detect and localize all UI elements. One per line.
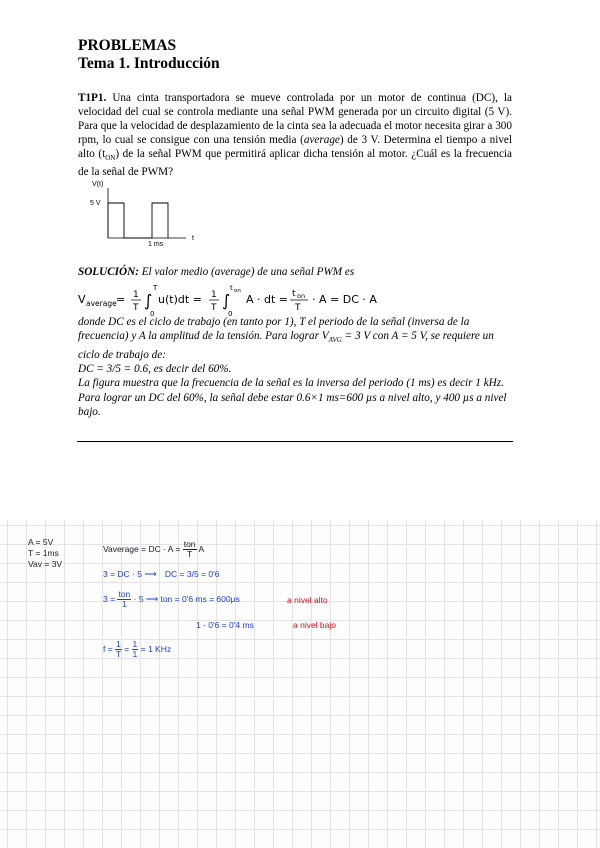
notes-f-d2: 1 <box>132 649 138 659</box>
notes-f-frac-2 <box>132 640 139 659</box>
formula-upper-on: on <box>234 288 241 294</box>
notes-ton-b: · 5 ⟶ ton = 0'6 ms = 600µs <box>133 593 240 604</box>
solution-line-3: La figura muestra que la frecuencia de la señal es la inversa del periodo (1 ms) es decir 1 kHz. <box>78 377 504 390</box>
solution-heading: SOLUCIÓN: <box>78 266 139 278</box>
problem-text-3: ) de la señal PWM que permitirá aplicar dicha tensión al motor. ¿Cuál es la frecuencia de la señal de PWM? <box>78 147 512 178</box>
formula-ton-t: t <box>292 289 296 299</box>
notes-low-label: a nivel bajo <box>293 620 337 630</box>
figure-pwm-trace <box>108 203 168 238</box>
formula-lower-1: 0 <box>150 310 155 318</box>
formula-integral-1: ∫ <box>144 291 153 310</box>
given-t: T = 1ms <box>28 548 59 558</box>
formula-lower-2: 0 <box>228 310 233 318</box>
notes-formula-tail: A <box>198 543 205 554</box>
formula-rhs: u(t)dt = <box>158 293 202 306</box>
notes-ton-num: ton <box>118 589 131 599</box>
problem-text-1: Una cinta transportadora se mueve controlada por un motor de continua (DC), la velocidad del cual se controla mediante una señal PWM generada por un circuito digital (5 V). Para que la velocidad de desplazamiento de la cinta sea la adecuada el motor necesita girar a 300 rpm, lo cual se consigue con una tensión media ( <box>78 92 512 146</box>
formula-upper-t: t <box>230 284 233 292</box>
formula-tail: · A = DC · A <box>312 293 377 306</box>
handwritten-notes-grid <box>0 520 600 848</box>
notes-ton-a: 3 = <box>103 593 116 604</box>
notes-formula-fraction <box>183 540 197 559</box>
problem-avg-word: average <box>303 133 340 146</box>
formula-upper-1: T <box>153 284 158 292</box>
notes-f-mid: = <box>124 643 130 654</box>
notes-dc-line <box>103 569 219 580</box>
solution-line-1-end: = 3 V con A = 5 V, se requiere un ciclo de trabajo de: <box>78 330 494 361</box>
figure-level-label: 5 V <box>90 200 101 207</box>
solution-line-2: DC = 3/5 = 0.6, es decir del 60%. <box>78 363 232 376</box>
solution-line-1-text: donde DC es el ciclo de trabajo (en tanto por 1), T el periodo de la señal (inversa de la frecuencia) y A la amplitud de la tensión. Para lograr V <box>78 316 470 343</box>
problem-statement <box>78 92 512 180</box>
notes-ton-line <box>103 590 240 609</box>
notes-formula-line <box>103 540 204 559</box>
formula-integral-2: ∫ <box>222 291 231 310</box>
section-divider <box>77 441 513 442</box>
pwm-waveform-figure <box>88 178 208 250</box>
figure-x-label: t <box>192 235 194 242</box>
formula-a-dt: A · dt = <box>246 293 289 306</box>
notes-givens <box>28 537 62 570</box>
notes-dc-b: DC = 3/5 = 0'6 <box>164 569 220 579</box>
formula-one-2: 1 <box>211 290 217 300</box>
notes-formula-lhs: Vaverage = DC · A = <box>103 543 181 554</box>
solution-line-4: Para lograr un DC del 60%, la señal debe estar 0.6×1 ms=600 µs a nivel alto, y 400 µs a nivel bajo. <box>78 391 507 419</box>
formula-ton-on: on <box>297 292 306 300</box>
notes-f-n2: 1 <box>132 639 138 649</box>
notes-formula-den: T <box>187 549 193 559</box>
problem-id: T1P1. <box>78 92 107 104</box>
notes-high-label: a nivel alto <box>287 595 328 605</box>
formula-v: V <box>78 293 86 306</box>
solution-avg-sub: AVG <box>328 336 342 345</box>
solution-intro-text: El valor medio (average) de una señal PWM es <box>141 266 355 278</box>
notes-ton-den: 1 <box>121 599 127 609</box>
notes-freq-line <box>103 640 171 659</box>
notes-f-end: = 1 KHz <box>140 643 172 654</box>
figure-y-label: V(t) <box>92 181 104 188</box>
figure-period-label: 1 ms <box>148 241 164 248</box>
notes-f-frac-1 <box>115 640 122 659</box>
svg-text:=: = <box>116 293 126 306</box>
notes-f-d1: T <box>115 649 122 659</box>
formula-T-2: T <box>211 303 217 313</box>
formula-T-1: T <box>133 303 139 313</box>
formula-ton-T: T <box>295 303 301 313</box>
solution-body <box>78 315 514 419</box>
problem-text-2: ) de 3 V. Determina el tiempo a nivel alto (t <box>78 133 512 160</box>
notes-ton-fraction <box>117 590 131 609</box>
problem-ton-sub: ON <box>105 153 116 162</box>
notes-f-a: f = <box>103 643 113 654</box>
given-vav: Vav = 3V <box>28 559 63 569</box>
page-subtitle: Tema 1. Introducción <box>78 55 220 72</box>
page-title: PROBLEMAS <box>78 37 177 54</box>
notes-dc-a: 3 = DC · 5 ⟶ <box>103 569 157 579</box>
notes-low-line: 1 - 0'6 = 0'4 ms <box>196 620 254 630</box>
solution-intro <box>78 266 514 280</box>
given-a: A = 5V <box>28 537 54 547</box>
notes-f-n1: 1 <box>116 639 121 649</box>
solution-line-1 <box>78 315 514 362</box>
formula-v-sub: average <box>86 299 117 308</box>
notes-formula-num: ton <box>183 539 196 549</box>
formula-one-1: 1 <box>133 290 139 300</box>
